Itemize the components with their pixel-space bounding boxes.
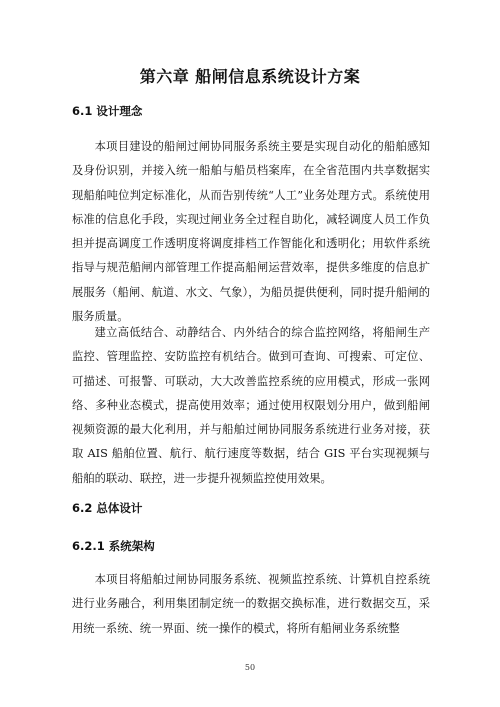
paragraph-design-concept-1: 本项目建设的船闸过闸协同服务系统主要是实现自动化的船舶感知及身份识别，并接入统一船舶与船员档案库，在全省范围内共享数据实现船舶吨位判定标准化，从而告别传统“人工”业务处理方式。系统使用标准的信息化手段，实现过闸业务全过程自助化，减轻调度人员工作负担并提高调度工作透明度将调度排档工作智能化和透明化；用软件系统指导与规范船闸内部管理工作提高船闸运营效率，提供多维度的信息扩展服务（船闸、航道、水文、气象），为船员提供便利，同时提升船闸的服务质量。: [72, 140, 430, 324]
chapter-title: 第六章 船闸信息系统设计方案: [139, 67, 361, 86]
page-number: 50: [244, 663, 256, 672]
paragraph-system-architecture: 本项目将船舶过闸协同服务系统、视频监控系统、计算机自控系统进行业务融合，利用集团制定统一的数据交换标准，进行数据交互，采用统一系统、统一界面、统一操作的模式，将所有船闸业务系统整: [72, 573, 430, 635]
section-heading-6-1: 6.1 设计理念: [72, 104, 143, 118]
section-heading-6-2-1: 6.2.1 系统架构: [72, 539, 155, 553]
paragraph-design-concept-2: 建立高低结合、动静结合、内外结合的综合监控网络，将船闸生产监控、管理监控、安防监控有机结合。做到可查询、可搜索、可定位、可描述、可报警、可联动，大大改善监控系统的应用模式，形成一张网络、多种业态模式，提高使用效率；通过使用权限划分用户，做到船闸视频资源的最大化利用，并与船舶过闸协同服务系统进行业务对接，获取 AIS 船舶位置、航行、航行速度等数据，结合 GIS 平台实现视频与船舶的联动、联控，进一步提升视频监控使用效果。: [72, 326, 430, 485]
section-heading-6-2: 6.2 总体设计: [72, 501, 143, 515]
